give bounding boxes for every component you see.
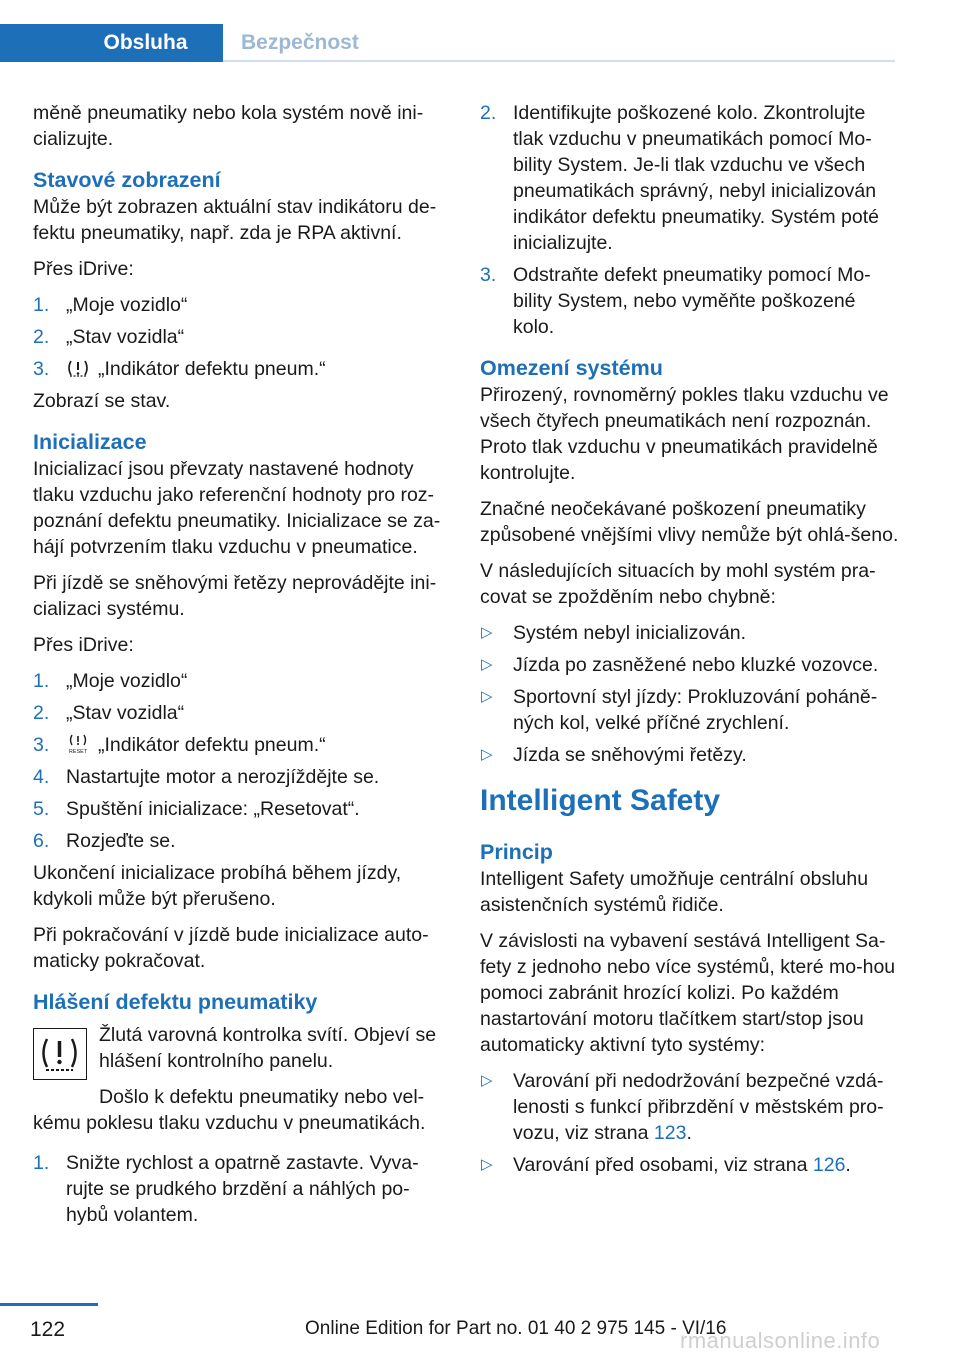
steps-list-2	[33, 668, 448, 854]
list-item	[33, 324, 448, 350]
list-item	[33, 700, 448, 726]
heading-stavove-zobrazeni: Stavové zobrazení	[33, 168, 221, 192]
step-number: 3.	[33, 734, 50, 756]
paragraph: Přirozený, rovnoměrný pokles tlaku vzduchu ve všech čtyřech pneumatikách není rozpoznán. Proto tlak vzduchu v pneumatikách pravidelně kontrolujte.	[480, 384, 889, 484]
warning-block	[33, 1022, 448, 1078]
paragraph: V závislosti na vybavení sestává Intelligent Sa‐fety z jednoho nebo více systémů, které mo‐hou pomoci zabránit hrozící kolizi. Po každém nastartování motoru tlačítkem start/stop jsou automaticky aktivní tyto systémy:	[480, 930, 896, 1056]
step-number: 2.	[33, 326, 50, 348]
tab-obsluha[interactable]: Obsluha	[0, 24, 223, 62]
step-text: Identifikujte poškozené kolo. Zkontrolujte tlak vzduchu v pneumatikách pomocí Mo‐bility System. Je-li tlak vzduchu ve všech pneumatikách správný, nebyl inicializován indikátor defektu pneumatiky. Systém poté inicializujte.	[513, 102, 879, 254]
step-text: „Indikátor defektu pneum.“	[98, 358, 326, 380]
paragraph: Přes iDrive:	[33, 634, 134, 656]
bullet-triangle-icon: ▷	[481, 656, 493, 673]
step-text: „Stav vozidla“	[66, 702, 185, 724]
left-column	[33, 100, 448, 1234]
list-item	[480, 742, 900, 768]
heading-inicializace: Inicializace	[33, 430, 147, 454]
list-item	[480, 652, 900, 678]
list-item	[33, 732, 448, 758]
page-link-123[interactable]: 123	[653, 1122, 687, 1144]
page-number: 122	[30, 1318, 66, 1341]
paragraph: Při jízdě se sněhovými řetězy neprovádějte ini‐cializaci systému.	[33, 572, 437, 620]
heading-hlaseni-defektu: Hlášení defektu pneumatiky	[33, 990, 318, 1014]
paragraph: Přes iDrive:	[33, 258, 134, 280]
step-number: 2.	[480, 102, 497, 124]
step-text: Nastartujte motor a nerozjíždějte se.	[66, 766, 380, 788]
bullet-triangle-icon: ▷	[481, 746, 493, 763]
paragraph: Inicializací jsou převzaty nastavené hodnoty tlaku vzduchu jako referenční hodnoty pro roz‐poznání defektu pneumatiky. Inicializace se za‐hájí potvrzením tlaku vzduchu v pneumatice.	[33, 458, 441, 558]
tire-pressure-icon	[66, 358, 90, 378]
tab-divider	[223, 60, 895, 62]
watermark: rmanualsonline.info	[680, 1328, 881, 1353]
tab-bezpecnost[interactable]: Bezpečnost	[241, 31, 359, 54]
list-item	[480, 100, 900, 256]
list-item	[480, 262, 900, 340]
step-text: „Stav vozidla“	[66, 326, 185, 348]
step-text: Rozjeďte se.	[66, 830, 176, 852]
edition-note: Online Edition for Part no. 01 40 2 975 145 - VI/16	[305, 1318, 727, 1339]
step-text: „Indikátor defektu pneum.“	[98, 734, 326, 756]
bullet-tail: .	[686, 1122, 692, 1144]
bullet-text: Varování při nedodržování bezpečné vzdá‐lenosti s funkcí přibrzdění v městském pro‐vozu, viz strana	[513, 1070, 884, 1144]
paragraph: Může být zobrazen aktuální stav indikátoru de‐fektu pneumatiky, např. zda je RPA aktivní.	[33, 196, 437, 244]
step-number: 1.	[33, 670, 50, 692]
list-item	[33, 764, 448, 790]
steps-list-continued	[480, 100, 900, 340]
paragraph: Při pokračování v jízdě bude inicializace auto‐maticky pokračovat.	[33, 924, 429, 972]
paragraph: Došlo k defektu pneumatiky nebo vel‐kému poklesu tlaku vzduchu v pneumatikách.	[33, 1086, 426, 1134]
bullet-text: Jízda po zasněžené nebo kluzké vozovce.	[513, 654, 879, 676]
step-text: Snižte rychlost a opatrně zastavte. Vyva‐rujte se prudkého brzdění a náhlých po‐hybů volantem.	[66, 1152, 419, 1226]
paragraph: Zobrazí se stav.	[33, 390, 171, 412]
bullet-text: Varování před osobami, viz strana	[513, 1154, 813, 1176]
heading-omezeni-systemu: Omezení systému	[480, 356, 663, 380]
paragraph: Značné neočekávané poškození pneumatiky způsobené vnějšími vlivy nemůže být ohlá‐šeno.	[480, 498, 899, 546]
svg-text:RESET: RESET	[68, 749, 88, 754]
bullet-list-1	[480, 620, 900, 768]
bullet-tail: .	[845, 1154, 851, 1176]
bullet-triangle-icon: ▷	[481, 1072, 493, 1089]
bullet-triangle-icon: ▷	[481, 1156, 493, 1173]
list-item	[480, 1068, 900, 1146]
list-item	[480, 620, 900, 646]
step-number: 6.	[33, 830, 50, 852]
bullet-triangle-icon: ▷	[481, 624, 493, 641]
step-number: 3.	[480, 264, 497, 286]
step-text: „Moje vozidlo“	[66, 670, 188, 692]
list-item	[480, 1152, 900, 1178]
right-column	[480, 100, 900, 1184]
heading-princip: Princip	[480, 840, 553, 864]
bullet-triangle-icon: ▷	[481, 688, 493, 705]
steps-list-3	[33, 1150, 448, 1228]
step-number: 3.	[33, 358, 50, 380]
paragraph: Žlutá varovná kontrolka svítí. Objeví se hlášení kontrolního panelu.	[99, 1024, 437, 1072]
tire-warning-light-icon	[33, 1028, 87, 1080]
step-number: 1.	[33, 294, 50, 316]
bullet-text: Sportovní styl jízdy: Prokluzování poháně‐ných kol, velké příčné zrychlení.	[513, 686, 878, 734]
tire-pressure-reset-icon	[66, 734, 90, 754]
intro-paragraph: měně pneumatiky nebo kola systém nově ini‐cializujte.	[33, 102, 424, 150]
paragraph: Intelligent Safety umožňuje centrální obsluhu asistenčních systémů řidiče.	[480, 868, 869, 916]
bullet-text: Jízda se sněhovými řetězy.	[513, 744, 747, 766]
step-text: Odstraňte defekt pneumatiky pomocí Mo‐bility System, nebo vyměňte poškozené kolo.	[513, 264, 871, 338]
page-link-126[interactable]: 126	[812, 1154, 846, 1176]
steps-list-1	[33, 292, 448, 382]
step-number: 4.	[33, 766, 50, 788]
step-text: „Moje vozidlo“	[66, 294, 188, 316]
list-item	[33, 292, 448, 318]
step-number: 5.	[33, 798, 50, 820]
list-item	[33, 796, 448, 822]
step-number: 1.	[33, 1152, 50, 1174]
bullet-list-2	[480, 1068, 900, 1178]
list-item	[33, 356, 448, 382]
paragraph: V následujících situacích by mohl systém pra‐covat se zpožděním nebo chybně:	[480, 560, 876, 608]
heading-intelligent-safety: Intelligent Safety	[480, 784, 721, 817]
list-item	[33, 1150, 448, 1228]
bullet-text: Systém nebyl inicializován.	[513, 622, 747, 644]
list-item	[480, 684, 900, 736]
list-item	[33, 668, 448, 694]
footer-rule	[0, 1303, 98, 1306]
paragraph: Ukončení inicializace probíhá během jízdy, kdykoli může být přerušeno.	[33, 862, 402, 910]
list-item	[33, 828, 448, 854]
step-number: 2.	[33, 702, 50, 724]
step-text: Spuštění inicializace: „Resetovat“.	[66, 798, 360, 820]
header-tabs	[0, 24, 895, 62]
